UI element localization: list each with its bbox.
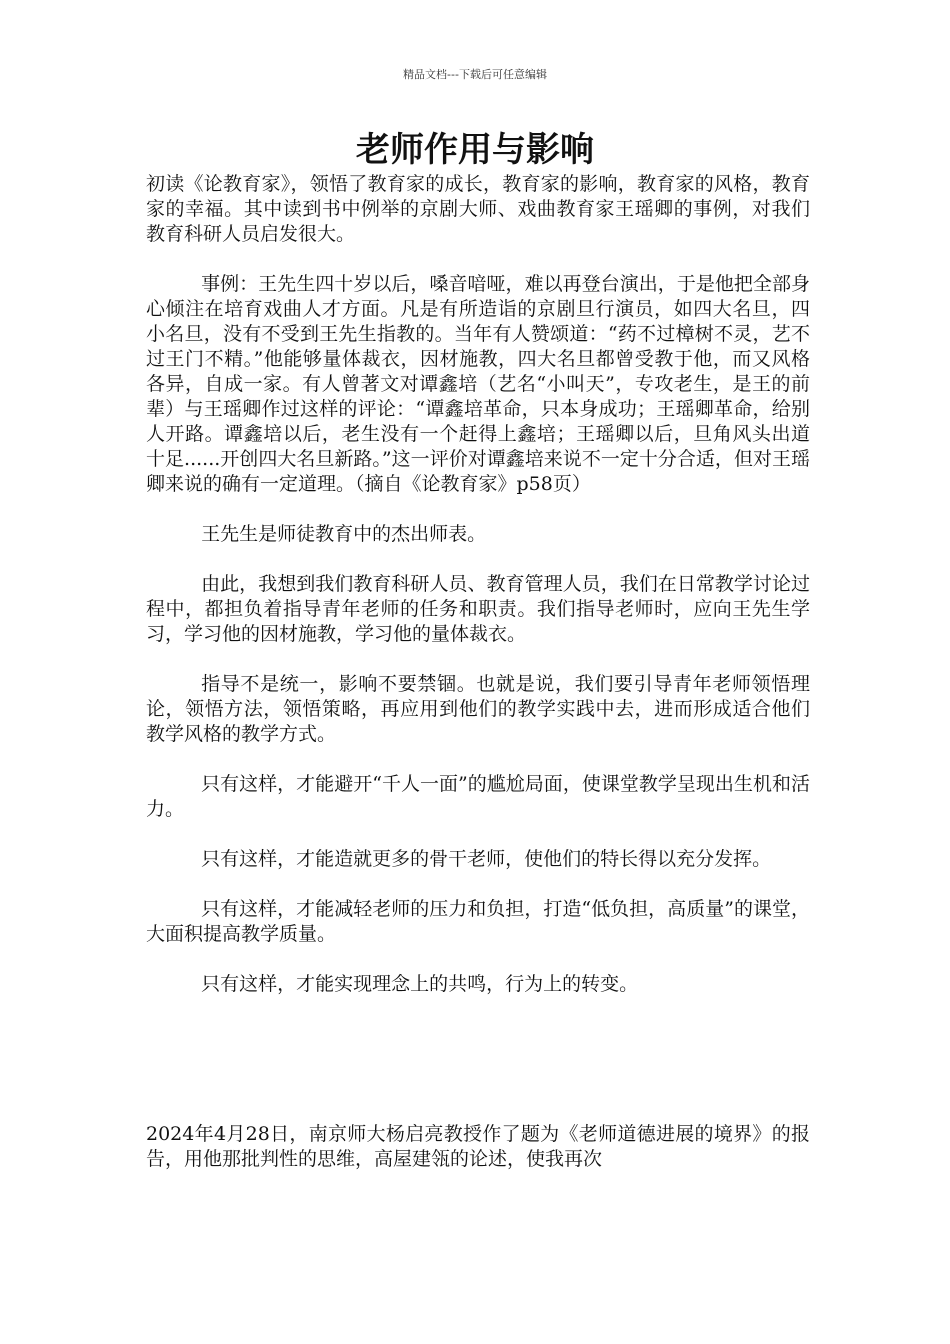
- paragraph-report: 2024年4月28日，南京师大杨启亮教授作了题为《老师道德进展的境界》的报告，用他那批判性的思维，高屋建瓴的论述，使我再次: [146, 1123, 810, 1170]
- section-gap: [146, 1022, 810, 1122]
- page-header: 精品文档---下载后可任意编辑: [403, 68, 547, 81]
- paragraph-only-this-1: 只有这样，才能避开“千人一面”的尴尬局面，使课堂教学呈现出生机和活力。: [146, 773, 810, 820]
- paragraph-only-this-4: 只有这样，才能实现理念上的共鸣，行为上的转变。: [201, 973, 639, 995]
- paragraph-intro: 初读《论教育家》，领悟了教育家的成长，教育家的影响，教育家的风格，教育家的幸福。其中读到书中例举的京剧大师、戏曲教育家王瑶卿的事例，对我们教育科研人员启发很大。: [146, 173, 810, 245]
- paragraph-example: 事例：王先生四十岁以后，嗓音喑哑，难以再登台演出，于是他把全部身心倾注在培育戏曲人才方面。凡是有所造诣的京剧旦行演员，如四大名旦，四小名旦，没有不受到王先生指教的。当年有人赞颂道：“药不过樟树不灵，艺不过王门不精。”他能够量体裁衣，因材施教，四大名旦都曾受教于他，而又风格各异，自成一家。有人曾著文对谭鑫培（艺名“小叫天”，专攻老生，是王的前辈）与王瑶卿作过这样的评论：“谭鑫培革命，只本身成功；王瑶卿革命，给别人开路。谭鑫培以后，老生没有一个赶得上鑫培；王瑶卿以后，旦角风头出道十足......开创四大名旦新路。”这一评价对谭鑫培来说不一定十分合适，但对王瑶卿来说的确有一定道理。（摘自《论教育家》p58页）: [146, 273, 810, 495]
- paragraph-teacher-model: 王先生是师徒教育中的杰出师表。: [201, 523, 487, 545]
- paragraph-only-this-2: 只有这样，才能造就更多的骨干老师，使他们的特长得以充分发挥。: [201, 848, 772, 870]
- document-body: [146, 172, 810, 1197]
- paragraph-only-this-3: 只有这样，才能减轻老师的压力和负担，打造“低负担，高质量”的课堂，大面积提高教学质量。: [146, 898, 810, 945]
- document-title: 老师作用与影响: [356, 130, 594, 170]
- paragraph-reflection: 由此，我想到我们教育科研人员、教育管理人员，我们在日常教学讨论过程中，都担负着指导青年老师的任务和职责。我们指导老师时，应向王先生学习，学习他的因材施教，学习他的量体裁衣。: [146, 573, 810, 645]
- paragraph-guidance: 指导不是统一，影响不要禁锢。也就是说，我们要引导青年老师领悟理论，领悟方法，领悟策略，再应用到他们的教学实践中去，进而形成适合他们教学风格的教学方式。: [146, 673, 810, 745]
